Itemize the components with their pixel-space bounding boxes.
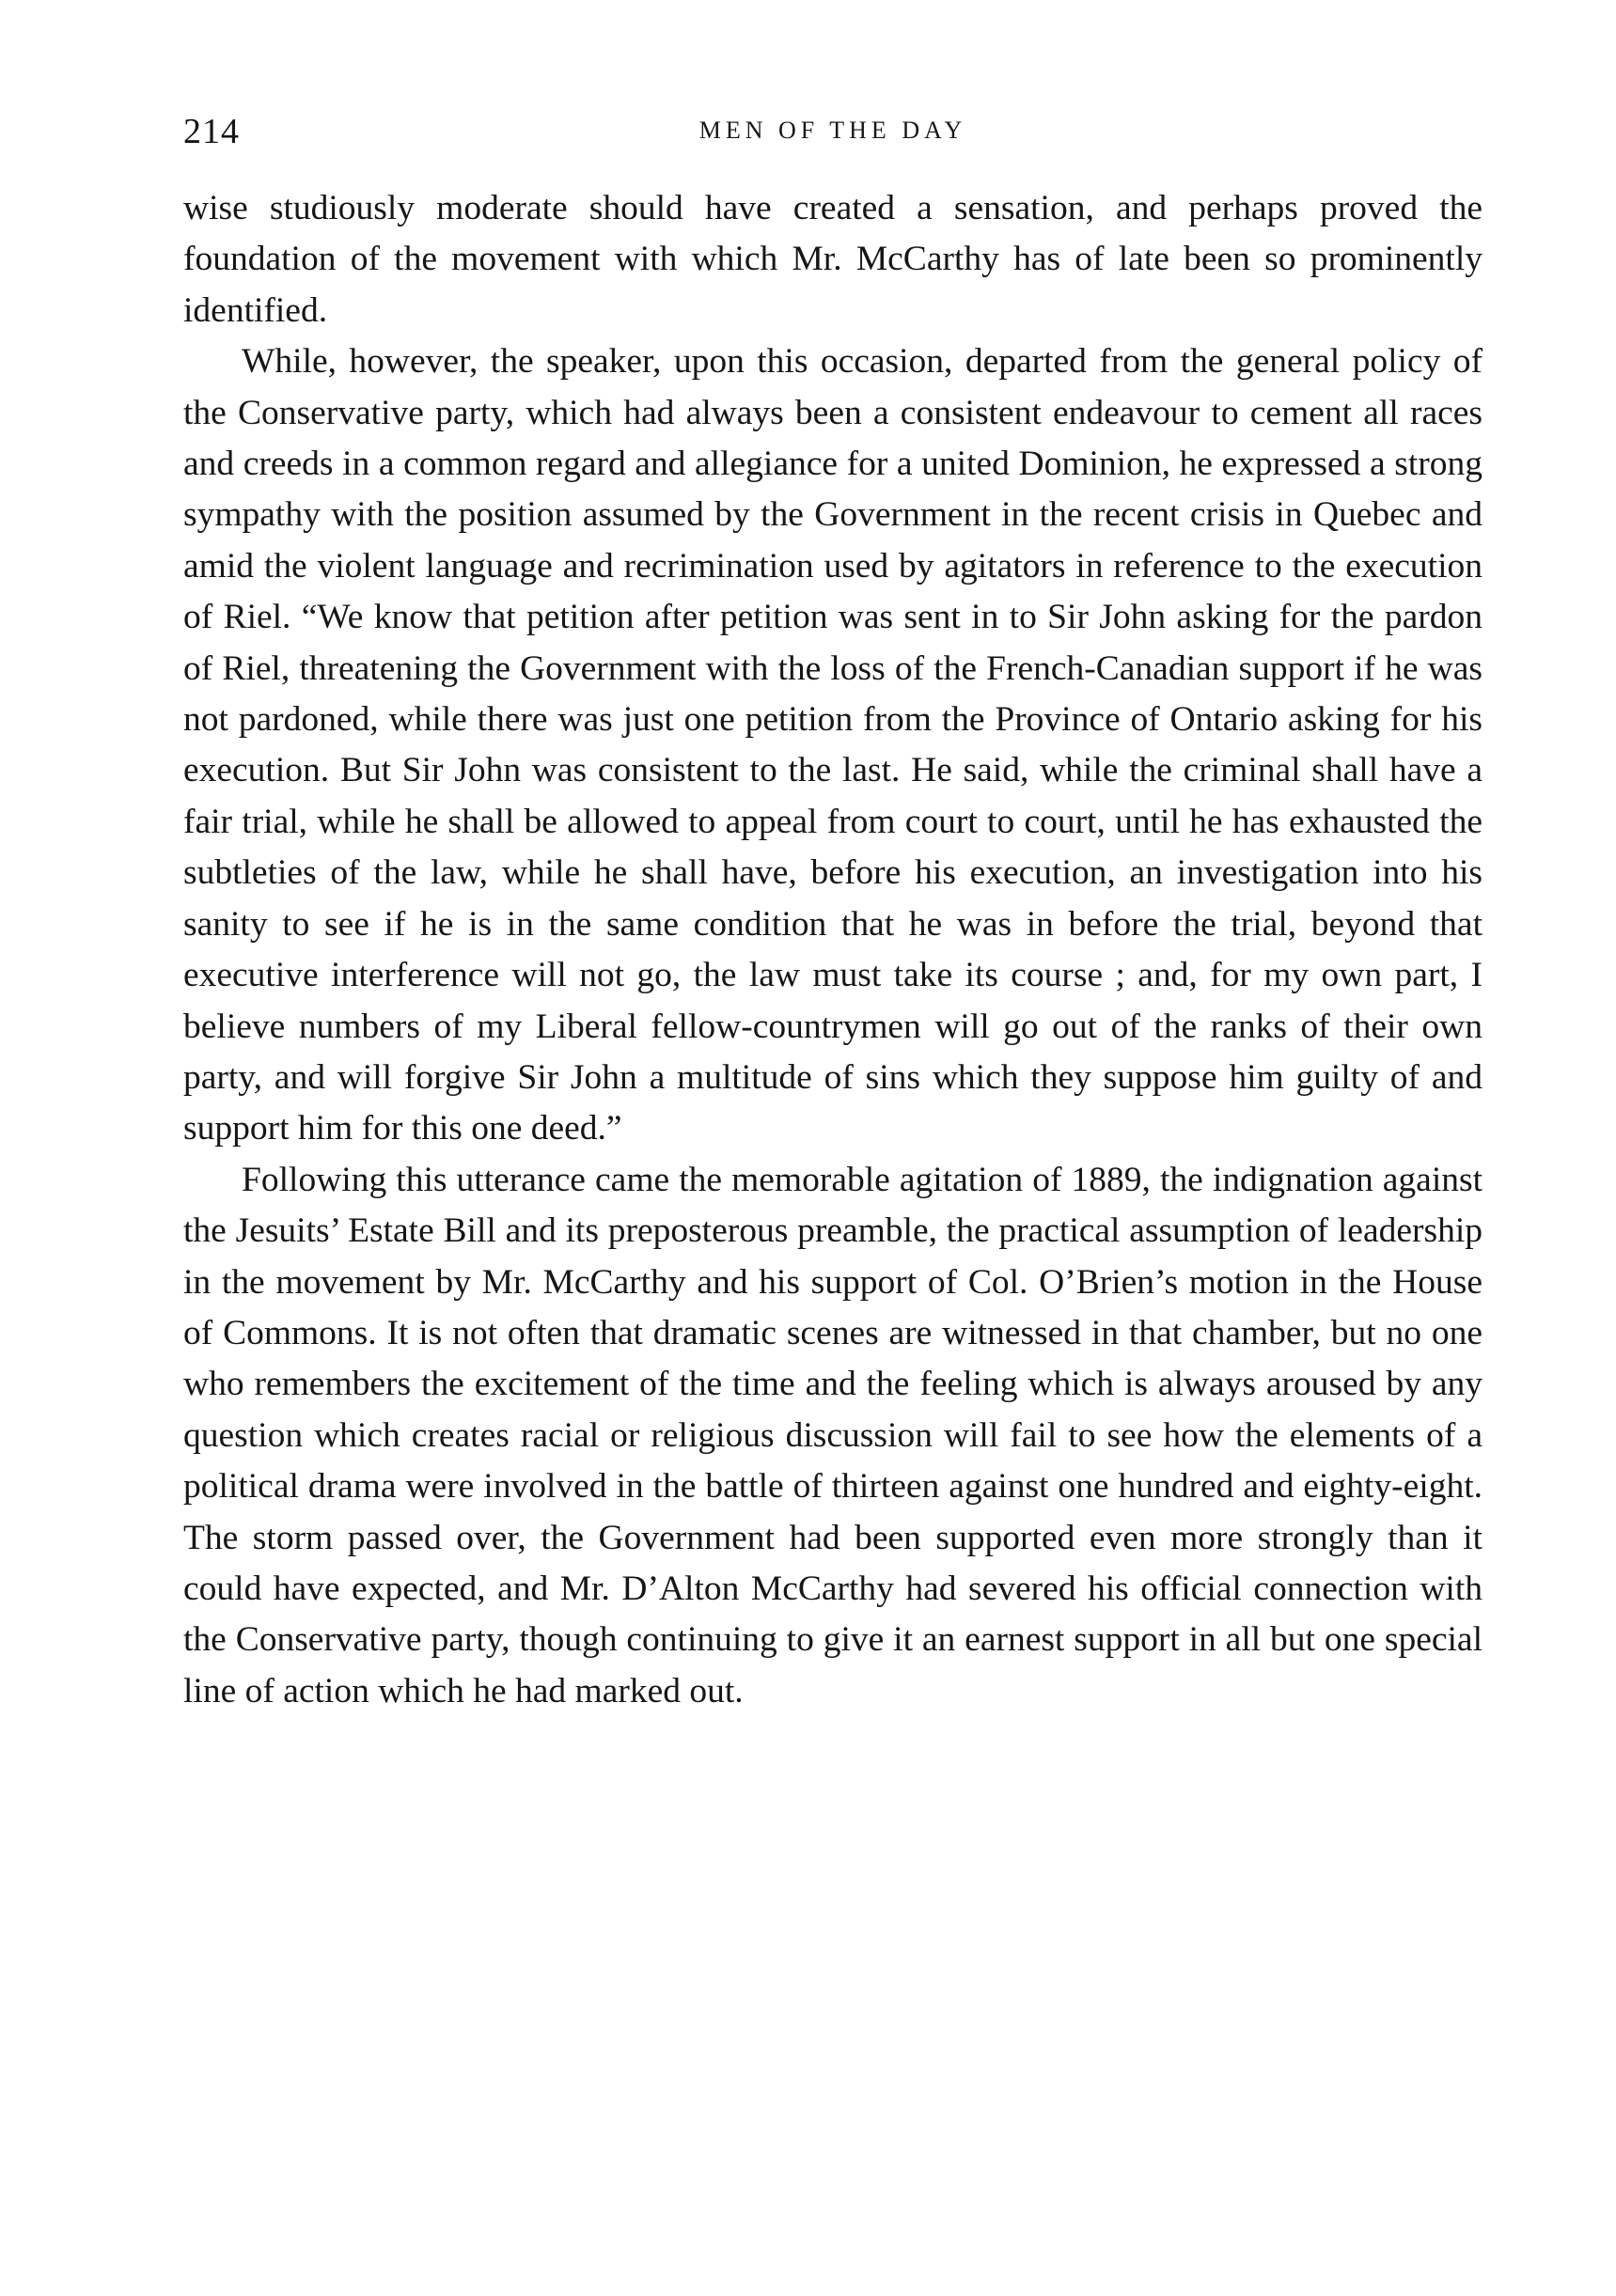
body-text bbox=[183, 183, 1483, 1717]
paragraph-continuation: wise studiously moderate should have created a sensation, and perhaps proved the foundation of the movement with which Mr. McCarthy has of late been so prominently identified. bbox=[183, 189, 1483, 330]
running-title: MEN OF THE DAY bbox=[698, 117, 967, 144]
paragraph-agitation: Following this utterance came the memorable agitation of 1889, the indignation against the Jesuits’ Estate Bill and its preposterous preamble, the practical assumption of leadership in the movement by Mr. McCarthy and his support of Col. O’Brien’s motion in the House of Commons. It is not often that dramatic scenes are witnessed in that chamber, but no one who remembers the excitement of the time and the feeling which is always aroused by any question which creates racial or religious discussion will fail to see how the elements of a political drama were involved in the battle of thirteen against one hundred and eighty-eight. The storm passed over, the Government had been supported even more strongly than it could have expected, and Mr. D’Alton McCarthy had severed his official connection with the Conservative party, though continuing to give it an earnest support in all but one special line of action which he had marked out. bbox=[183, 1160, 1483, 1710]
paragraph-speech: While, however, the speaker, upon this occasion, departed from the general policy of the Conservative party, which had always been a consistent endeavour to cement all races and creeds in a common regard and allegiance for a united Dominion, he expressed a strong sympathy with the position assumed by the Government in the recent crisis in Quebec and amid the violent language and recrimination used by agitators in reference to the execution of Riel. “We know that petition after petition was sent in to Sir John asking for the pardon of Riel, threatening the Government with the loss of the French-Canadian support if he was not pardoned, while there was just one petition from the Province of Ontario asking for his execution. But Sir John was consistent to the last. He said, while the criminal shall have a fair trial, while he shall be allowed to appeal from court to court, until he has exhausted the subtleties of the law, while he shall have, before his execution, an investigation into his sanity to see if he is in the same condition that he was in before the trial, beyond that executive interference will not go, the law must take its course ; and, for my own part, I believe numbers of my Liberal fellow-countrymen will go out of the ranks of their own party, and will forgive Sir John a multitude of sins which they suppose him guilty of and support him for this one deed.” bbox=[183, 342, 1483, 1148]
page-number: 214 bbox=[183, 112, 240, 151]
page-header bbox=[183, 111, 1483, 158]
